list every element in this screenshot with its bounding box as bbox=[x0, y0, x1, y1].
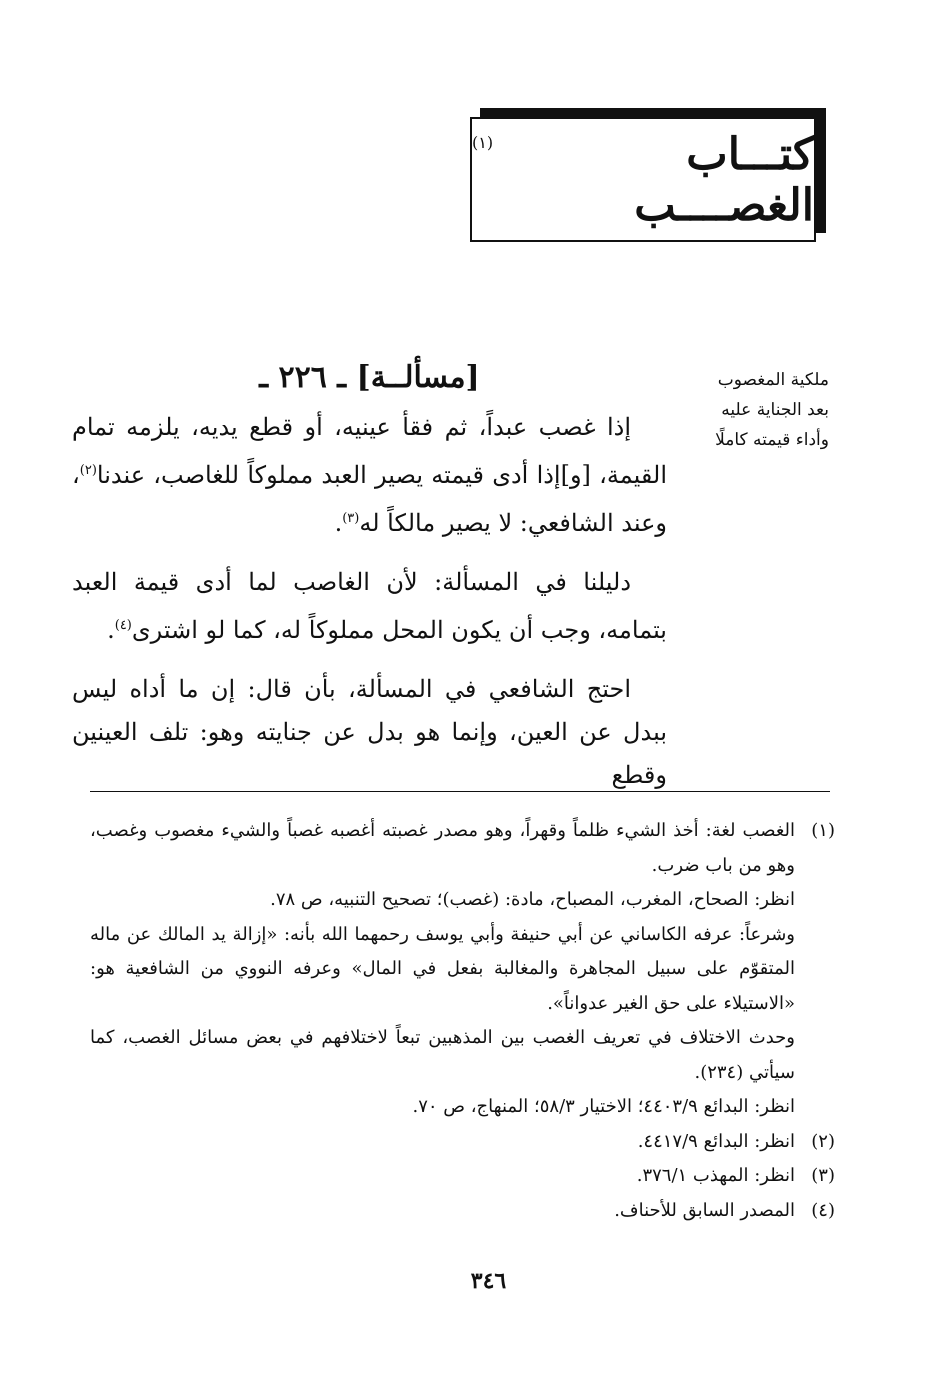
margin-note bbox=[679, 365, 829, 455]
margin-note-line: ملكية المغصوب bbox=[717, 370, 829, 390]
paragraph-1-text-2: ، وعند الشافعي: لا يصير مالكاً له bbox=[72, 461, 667, 537]
chapter-title-footnote-ref: (١) bbox=[472, 132, 494, 152]
paragraph-3-text: احتج الشافعي في المسألة، بأن قال: إن ما أداه ليس ببدل عن العين، وإنما هو بدل عن جنايته وهو: تلف العينين وقطع bbox=[72, 675, 667, 789]
footnote-1 bbox=[90, 814, 835, 1125]
paragraph-3 bbox=[72, 668, 667, 797]
footnote-ref-4: (٤) bbox=[114, 618, 132, 633]
issue-heading: [مسألــة] ـ ٢٢٦ ـ bbox=[259, 360, 480, 395]
footnote-1-line: وحدث الاختلاف في تعريف الغصب بين المذهبين تبعاً لاختلافهم في بعض مسائل الغصب، كما سيأتي (٢٣٤). bbox=[90, 1027, 795, 1083]
main-text-column bbox=[72, 360, 667, 813]
footnote-4-number: (٤) bbox=[811, 1199, 835, 1221]
footnote-2 bbox=[90, 1125, 835, 1160]
footnote-3 bbox=[90, 1159, 835, 1194]
chapter-title-text: كتـــاب الغصــــب bbox=[634, 128, 814, 231]
footnote-1-line: الغصب لغة: أخذ الشيء ظلماً وقهراً، وهو مصدر غصبته أغصبه غصباً والشيء مغصوب وغصب، وهو من باب ضرب. bbox=[90, 820, 795, 876]
paragraph-1-text: إذا غصب عبداً، ثم فقأ عينيه، أو قطع يديه، يلزمه تمام القيمة، [و]إذا أدى قيمته يصير العبد مملوكاً للغاصب، عندنا bbox=[72, 413, 667, 489]
paragraph-2-tail: . bbox=[107, 616, 115, 644]
footnote-separator bbox=[90, 791, 830, 792]
margin-note-line: بعد الجناية عليه bbox=[721, 400, 829, 420]
footnote-3-text: انظر: المهذب ٣٧٦/١. bbox=[636, 1165, 795, 1186]
footnote-4 bbox=[90, 1194, 835, 1229]
page-number: ٣٤٦ bbox=[470, 1268, 507, 1294]
footnote-ref-2: (٢) bbox=[79, 463, 97, 478]
footnote-1-number: (١) bbox=[811, 820, 835, 841]
chapter-title-box bbox=[470, 117, 816, 242]
chapter-title bbox=[472, 129, 814, 231]
margin-note-line: وأداء قيمته كاملًا bbox=[715, 430, 829, 450]
footnote-4-text: المصدر السابق للأحناف. bbox=[614, 1199, 795, 1221]
footnotes bbox=[90, 814, 835, 1228]
footnote-1-line: وشرعاً: عرفه الكاساني عن أبي حنيفة وأبي يوسف رحمهما الله بأنه: «إزالة يد المالك عن ماله المتقوّم على سبيل المجاهرة والمغالبة بفعل في المال» وعرفه النووي من الشافعية هو: «الاستيلاء على حق الغير عدواناً». bbox=[90, 923, 795, 1014]
paragraph-2-text: دليلنا في المسألة: لأن الغاصب لما أدى قيمة العبد بتمامه، وجب أن يكون المحل مملوكاً له، كما لو اشترى bbox=[72, 568, 667, 644]
footnote-1-line: انظر: البدائع ٤٤٠٣/٩؛ الاختيار ٥٨/٣؛ المنهاج، ص ٧٠. bbox=[412, 1096, 795, 1117]
footnote-ref-3: (٣) bbox=[342, 511, 360, 526]
footnote-2-text: انظر: البدائع ٤٤١٧/٩. bbox=[637, 1130, 795, 1152]
footnote-1-line: انظر: الصحاح، المغرب، المصباح، مادة: (غصب)؛ تصحيح التنبيه، ص ٧٨. bbox=[270, 889, 795, 910]
paragraph-2 bbox=[72, 561, 667, 652]
footnote-3-number: (٣) bbox=[811, 1165, 835, 1186]
footnote-2-number: (٢) bbox=[811, 1130, 835, 1152]
paragraph-1-tail: . bbox=[334, 509, 343, 537]
paragraph-1 bbox=[72, 406, 667, 545]
